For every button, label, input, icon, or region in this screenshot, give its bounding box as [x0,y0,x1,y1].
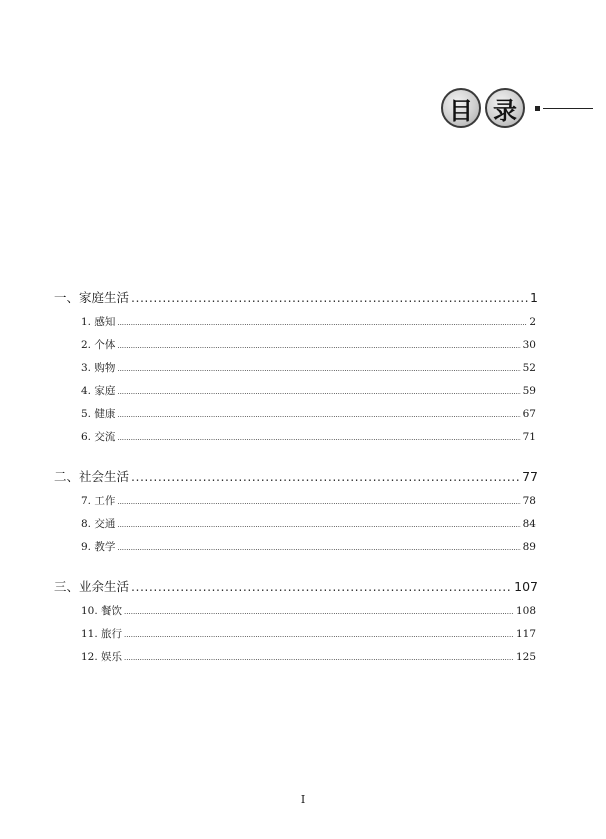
title-rule [543,108,593,109]
dot-leader [117,498,520,506]
toc-item[interactable] [54,429,536,452]
item-page: 117 [515,628,536,640]
item-page: 108 [515,605,536,617]
title-square-icon [535,106,540,111]
toc-item[interactable] [54,337,536,360]
item-label: 11. 旅行 [81,628,123,640]
section-label: 三、业余生活 [54,579,130,594]
toc-item[interactable] [54,603,536,626]
page-footer-number: I [300,793,306,806]
item-label: 1. 感知 [81,316,116,328]
dot-leader [117,319,527,327]
dot-leader [117,521,520,529]
item-page: 78 [522,495,536,507]
toc-item[interactable] [54,516,536,539]
item-label: 3. 购物 [81,362,116,374]
item-label: 9. 教学 [81,541,116,553]
section-page: 77 [522,469,538,484]
item-page: 125 [515,651,536,663]
dot-leader [124,654,514,662]
item-label: 7. 工作 [81,495,116,507]
dot-leader [117,411,520,419]
item-page: 59 [522,385,536,397]
item-label: 4. 家庭 [81,385,116,397]
item-label: 10. 餐饮 [81,605,123,617]
item-label: 8. 交通 [81,518,116,530]
section-label: 一、家庭生活 [54,290,130,305]
dot-leader [124,608,514,616]
item-label: 2. 个体 [81,339,116,351]
dot-leader [131,290,528,305]
title-char-mu: 目 [441,88,481,128]
item-page: 84 [522,518,536,530]
toc-section-heading[interactable] [54,288,538,306]
toc-section-heading[interactable] [54,577,538,595]
toc-section-heading[interactable] [54,467,538,485]
toc-item[interactable] [54,626,536,649]
item-page: 89 [522,541,536,553]
toc-item[interactable] [54,493,536,516]
toc-section-2 [54,467,538,562]
toc-title [441,88,593,128]
title-char-lu: 录 [485,88,525,128]
item-page: 52 [522,362,536,374]
item-label: 12. 娱乐 [81,651,123,663]
dot-leader [117,544,520,552]
toc-item[interactable] [54,539,536,562]
toc-item[interactable] [54,406,536,429]
dot-leader [131,579,512,594]
item-page: 2 [529,316,536,328]
toc-item[interactable] [54,383,536,406]
toc-item[interactable] [54,649,536,672]
toc-item[interactable] [54,360,536,383]
dot-leader [117,342,520,350]
toc-section-1 [54,288,538,452]
item-label: 5. 健康 [81,408,116,420]
item-page: 30 [522,339,536,351]
dot-leader [117,388,520,396]
dot-leader [124,631,514,639]
table-of-contents [54,288,538,687]
dot-leader [131,469,520,484]
section-page: 1 [530,290,538,305]
item-label: 6. 交流 [81,431,116,443]
dot-leader [117,434,520,442]
section-label: 二、社会生活 [54,469,130,484]
item-page: 67 [522,408,536,420]
dot-leader [117,365,520,373]
item-page: 71 [522,431,536,443]
toc-item[interactable] [54,314,536,337]
section-page: 107 [514,579,538,594]
toc-section-3 [54,577,538,672]
